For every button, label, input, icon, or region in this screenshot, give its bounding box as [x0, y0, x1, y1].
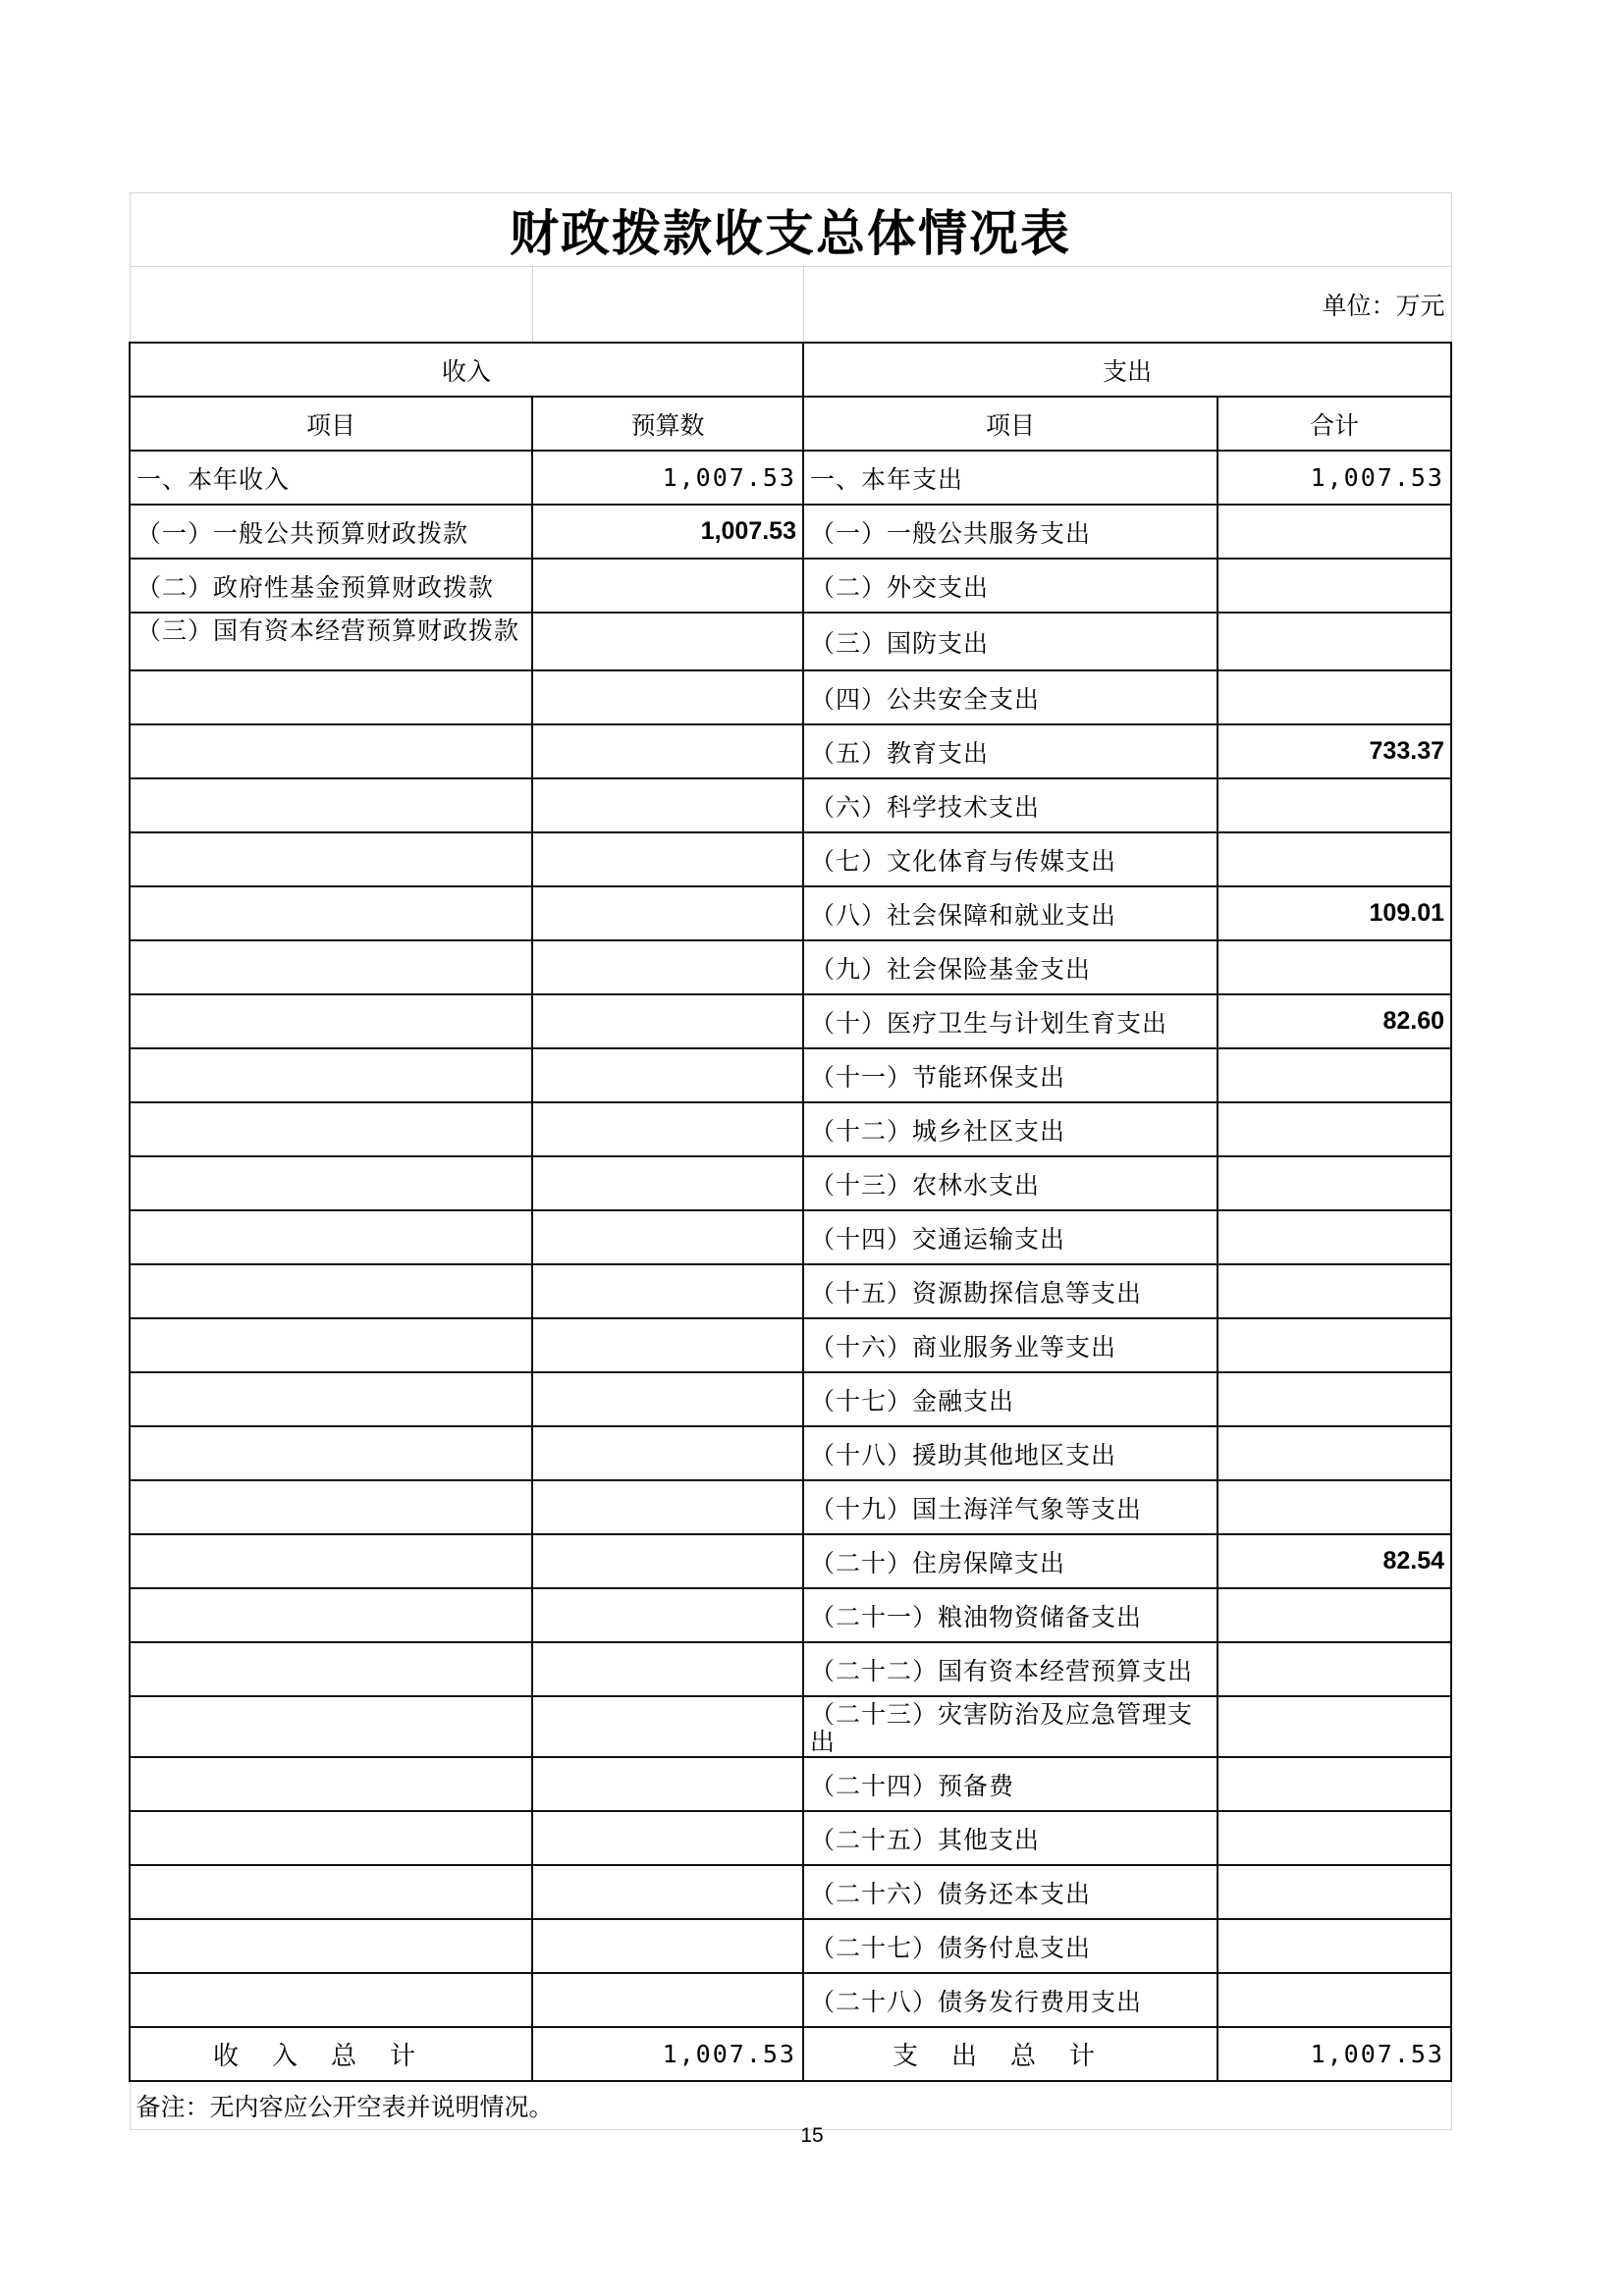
income-budget-cell [532, 1318, 803, 1372]
income-item-cell: 一、本年收入 [130, 451, 532, 505]
footnote: 备注：无内容应公开空表并说明情况。 [130, 2081, 1451, 2130]
income-budget-cell [532, 1811, 803, 1865]
expense-total-cell [1218, 1588, 1451, 1642]
expense-total-cell [1218, 1426, 1451, 1480]
unit-blank-cell [130, 267, 532, 344]
expense-item-cell: （五）教育支出 [803, 724, 1218, 778]
income-budget-header: 预算数 [532, 397, 803, 451]
expense-total-cell: 1,007.53 [1218, 451, 1451, 505]
income-item-cell [130, 778, 532, 832]
fiscal-allocation-table [129, 192, 1452, 2130]
expense-total-cell [1218, 1264, 1451, 1318]
table-row [130, 1318, 1451, 1372]
table-title: 财政拨款收支总体情况表 [130, 193, 1451, 267]
expense-item-cell: （十五）资源勘探信息等支出 [803, 1264, 1218, 1318]
income-budget-cell [532, 1642, 803, 1696]
expense-total-cell: 109.01 [1218, 886, 1451, 940]
income-item-cell [130, 1426, 532, 1480]
expense-item-cell: （二十）住房保障支出 [803, 1534, 1218, 1588]
expense-total-value: 1,007.53 [1218, 2027, 1451, 2081]
income-header: 收入 [130, 343, 803, 397]
income-budget-cell: 1,007.53 [532, 505, 803, 559]
income-item-cell [130, 1102, 532, 1156]
expense-item-cell: （十六）商业服务业等支出 [803, 1318, 1218, 1372]
expense-item-cell: （十四）交通运输支出 [803, 1210, 1218, 1264]
expense-total-cell [1218, 778, 1451, 832]
expense-total-cell [1218, 1210, 1451, 1264]
income-budget-cell [532, 613, 803, 670]
income-item-cell [130, 724, 532, 778]
table-row [130, 1696, 1451, 1757]
income-budget-cell [532, 832, 803, 886]
table-row [130, 1865, 1451, 1919]
table-row [130, 451, 1451, 505]
expense-total-cell [1218, 670, 1451, 724]
expense-total-cell [1218, 613, 1451, 670]
income-item-cell [130, 1048, 532, 1102]
income-budget-cell: 1,007.53 [532, 451, 803, 505]
expense-item-cell: （十三）农林水支出 [803, 1156, 1218, 1210]
income-budget-cell [532, 1973, 803, 2027]
income-budget-cell [532, 559, 803, 613]
expense-item-cell: （二十六）债务还本支出 [803, 1865, 1218, 1919]
table-row [130, 1372, 1451, 1426]
income-budget-cell [532, 940, 803, 994]
expense-item-cell: （十二）城乡社区支出 [803, 1102, 1218, 1156]
income-budget-cell [532, 994, 803, 1048]
income-budget-cell [532, 1588, 803, 1642]
expense-total-label: 支出总计 [803, 2027, 1218, 2081]
income-total-label: 收入总计 [130, 2027, 532, 2081]
expense-total-cell [1218, 1757, 1451, 1811]
table-row [130, 1919, 1451, 1973]
expense-item-cell: （十九）国土海洋气象等支出 [803, 1480, 1218, 1534]
table-row [130, 1588, 1451, 1642]
income-budget-cell [532, 778, 803, 832]
income-total-value: 1,007.53 [532, 2027, 803, 2081]
expense-item-cell: （二十一）粮油物资储备支出 [803, 1588, 1218, 1642]
table-row [130, 505, 1451, 559]
page-number: 15 [800, 2124, 824, 2147]
table-row [130, 1534, 1451, 1588]
expense-item-header: 项目 [803, 397, 1218, 451]
income-item-cell [130, 1480, 532, 1534]
table-row [130, 1264, 1451, 1318]
income-budget-cell [532, 1372, 803, 1426]
expense-item-cell: （二十七）债务付息支出 [803, 1919, 1218, 1973]
table-row [130, 1048, 1451, 1102]
expense-total-cell [1218, 1696, 1451, 1757]
expense-header: 支出 [803, 343, 1451, 397]
income-budget-cell [532, 1757, 803, 1811]
expense-item-cell: （三）国防支出 [803, 613, 1218, 670]
table-row [130, 994, 1451, 1048]
expense-total-cell [1218, 559, 1451, 613]
expense-item-cell: （二十三）灾害防治及应急管理支出 [803, 1696, 1218, 1757]
expense-total-cell: 733.37 [1218, 724, 1451, 778]
expense-item-cell: （九）社会保险基金支出 [803, 940, 1218, 994]
expense-item-cell: （六）科学技术支出 [803, 778, 1218, 832]
income-item-cell [130, 886, 532, 940]
income-item-cell [130, 1757, 532, 1811]
expense-total-cell [1218, 1642, 1451, 1696]
income-budget-cell [532, 1480, 803, 1534]
table-row [130, 613, 1451, 670]
table-row [130, 1973, 1451, 2027]
income-item-cell [130, 1919, 532, 1973]
expense-item-cell: （二十八）债务发行费用支出 [803, 1973, 1218, 2027]
budget-sheet [129, 192, 1450, 2130]
income-item-cell [130, 1534, 532, 1588]
expense-total-cell [1218, 1372, 1451, 1426]
expense-total-cell [1218, 1919, 1451, 1973]
table-row [130, 940, 1451, 994]
unit-blank-cell [532, 267, 803, 344]
expense-total-cell [1218, 1048, 1451, 1102]
income-item-cell [130, 1372, 532, 1426]
expense-total-cell [1218, 1318, 1451, 1372]
income-item-cell [130, 940, 532, 994]
expense-total-cell [1218, 1102, 1451, 1156]
table-row [130, 1642, 1451, 1696]
income-item-cell [130, 1210, 532, 1264]
income-budget-cell [532, 1048, 803, 1102]
expense-item-cell: （十七）金融支出 [803, 1372, 1218, 1426]
income-item-cell [130, 1264, 532, 1318]
expense-total-cell [1218, 1156, 1451, 1210]
expense-total-header: 合计 [1218, 397, 1451, 451]
income-budget-cell [532, 1426, 803, 1480]
expense-item-cell: （八）社会保障和就业支出 [803, 886, 1218, 940]
income-item-cell: （二）政府性基金预算财政拨款 [130, 559, 532, 613]
table-row [130, 1210, 1451, 1264]
income-item-cell [130, 832, 532, 886]
income-budget-cell [532, 1919, 803, 1973]
expense-total-cell [1218, 1811, 1451, 1865]
income-budget-cell [532, 886, 803, 940]
expense-total-cell [1218, 1480, 1451, 1534]
expense-item-cell: （十八）援助其他地区支出 [803, 1426, 1218, 1480]
expense-item-cell: （一）一般公共服务支出 [803, 505, 1218, 559]
expense-total-cell [1218, 1865, 1451, 1919]
expense-item-cell: （七）文化体育与传媒支出 [803, 832, 1218, 886]
income-budget-cell [532, 724, 803, 778]
expense-item-cell: （十）医疗卫生与计划生育支出 [803, 994, 1218, 1048]
income-budget-cell [532, 670, 803, 724]
expense-total-cell: 82.60 [1218, 994, 1451, 1048]
income-item-cell: （三）国有资本经营预算财政拨款 [130, 613, 532, 670]
table-row [130, 559, 1451, 613]
income-item-cell: （一）一般公共预算财政拨款 [130, 505, 532, 559]
table-row [130, 1102, 1451, 1156]
income-item-cell [130, 1642, 532, 1696]
table-row [130, 1811, 1451, 1865]
income-item-cell [130, 994, 532, 1048]
income-item-cell [130, 1696, 532, 1757]
expense-total-cell [1218, 1973, 1451, 2027]
table-row [130, 1156, 1451, 1210]
table-row [130, 724, 1451, 778]
income-item-header: 项目 [130, 397, 532, 451]
income-item-cell [130, 1865, 532, 1919]
expense-item-cell: （二十二）国有资本经营预算支出 [803, 1642, 1218, 1696]
expense-total-cell [1218, 832, 1451, 886]
expense-total-cell [1218, 505, 1451, 559]
income-budget-cell [532, 1264, 803, 1318]
table-row [130, 832, 1451, 886]
table-row [130, 1757, 1451, 1811]
expense-item-cell: （四）公共安全支出 [803, 670, 1218, 724]
expense-item-cell: （十一）节能环保支出 [803, 1048, 1218, 1102]
income-budget-cell [532, 1102, 803, 1156]
income-item-cell [130, 1588, 532, 1642]
table-row [130, 670, 1451, 724]
income-budget-cell [532, 1156, 803, 1210]
expense-item-cell: （二十五）其他支出 [803, 1811, 1218, 1865]
table-row [130, 886, 1451, 940]
expense-total-cell: 82.54 [1218, 1534, 1451, 1588]
income-item-cell [130, 1973, 532, 2027]
table-row [130, 778, 1451, 832]
income-item-cell [130, 1156, 532, 1210]
unit-label: 单位：万元 [803, 267, 1451, 344]
income-budget-cell [532, 1865, 803, 1919]
income-item-cell [130, 1318, 532, 1372]
table-row [130, 1426, 1451, 1480]
expense-item-cell: （二十四）预备费 [803, 1757, 1218, 1811]
income-item-cell [130, 670, 532, 724]
income-budget-cell [532, 1696, 803, 1757]
expense-item-cell: （二）外交支出 [803, 559, 1218, 613]
income-item-cell [130, 1811, 532, 1865]
table-row [130, 1480, 1451, 1534]
income-budget-cell [532, 1534, 803, 1588]
income-budget-cell [532, 1210, 803, 1264]
expense-item-cell: 一、本年支出 [803, 451, 1218, 505]
expense-total-cell [1218, 940, 1451, 994]
